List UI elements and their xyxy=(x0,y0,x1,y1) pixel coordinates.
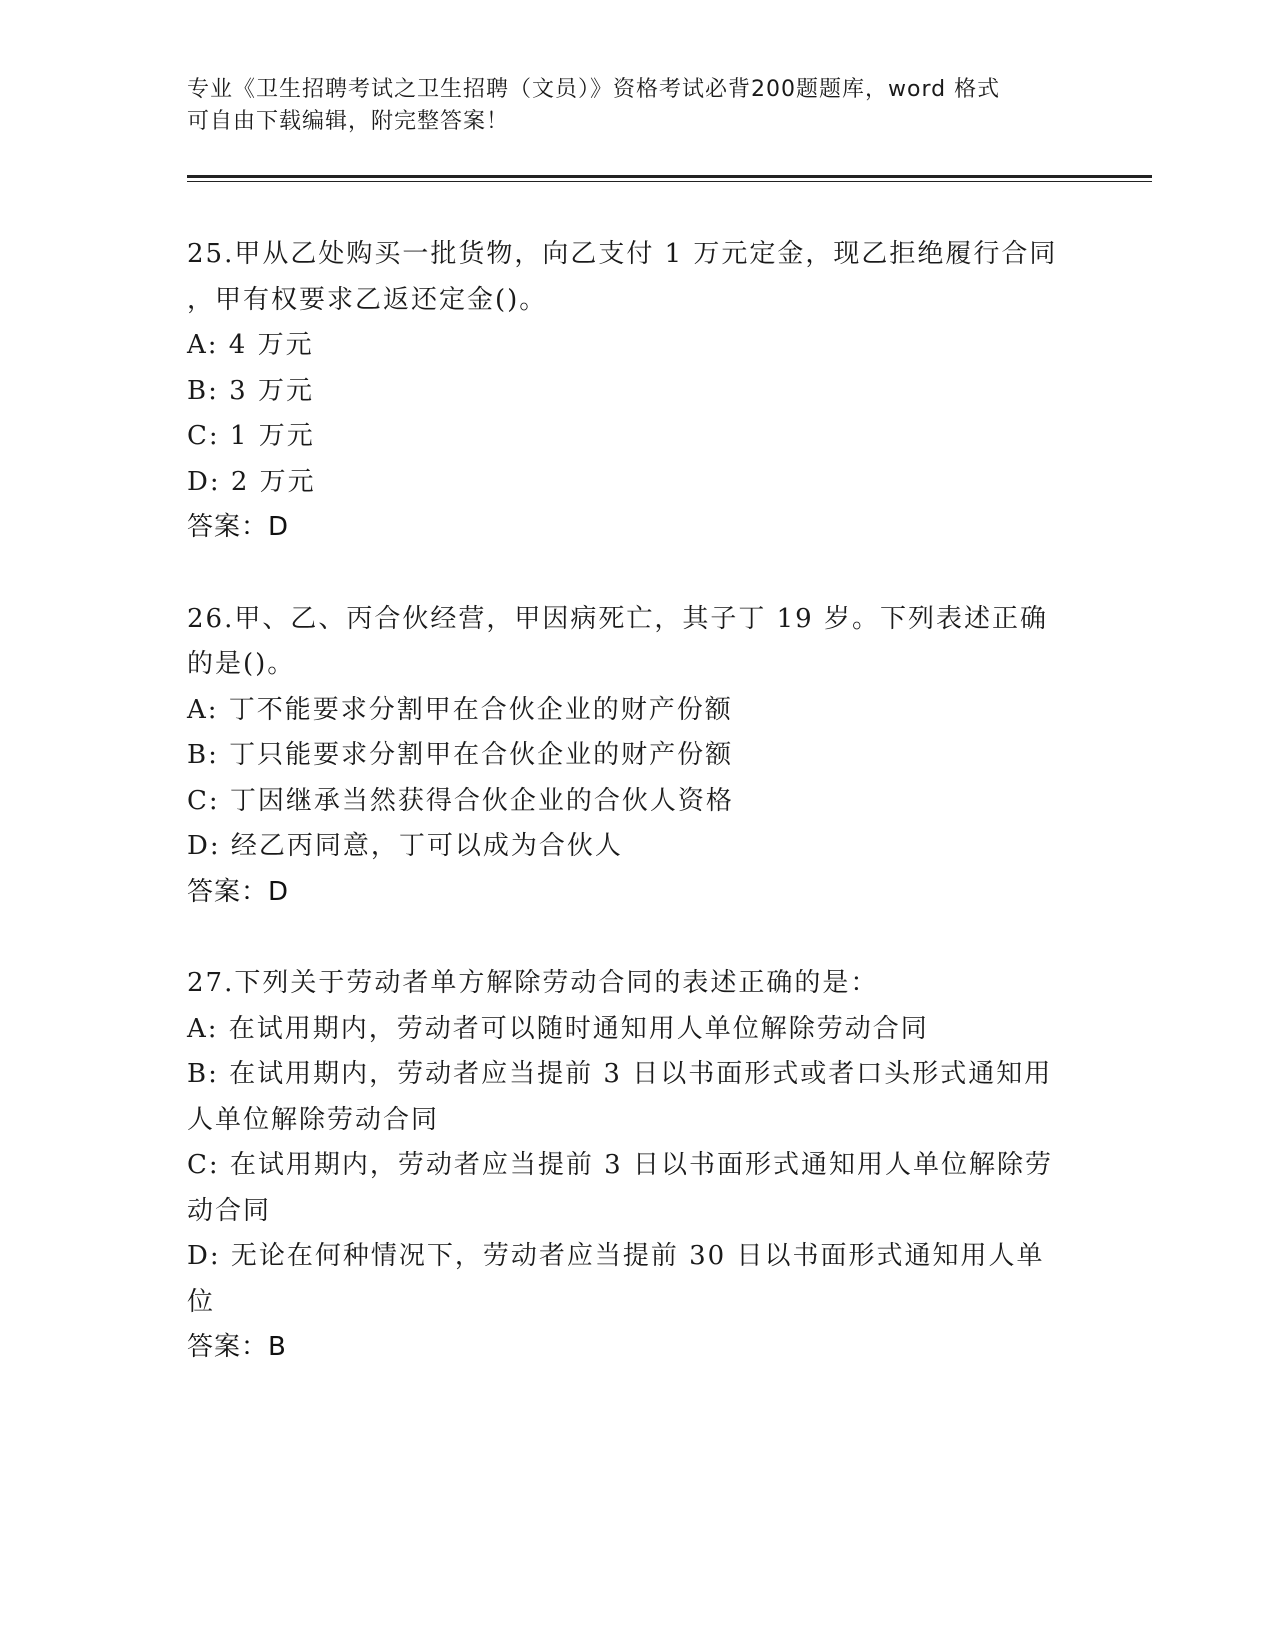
option-b-continued: 人单位解除劳动合同 xyxy=(187,1104,440,1135)
option-d: D: 无论在何种情况下，劳动者应当提前 30 日以书面形式通知用人单 xyxy=(187,1241,1045,1271)
header-line-2: 可自由下载编辑，附完整答案！ xyxy=(187,109,510,134)
question-stem-line: ，甲有权要求乙返还定金()。 xyxy=(187,284,548,315)
option-d-continued: 位 xyxy=(187,1286,216,1317)
option-c: C: 1 万元 xyxy=(187,421,315,451)
question-25 xyxy=(187,232,1077,551)
option-c: C: 丁因继承当然获得合伙企业的合伙人资格 xyxy=(187,785,734,816)
document-header xyxy=(187,74,1067,138)
question-stem-line: 的是()。 xyxy=(187,649,296,679)
option-c-continued: 动合同 xyxy=(187,1195,272,1226)
option-b: B: 3 万元 xyxy=(187,375,314,406)
question-list xyxy=(187,232,1077,1417)
option-b: B: 丁只能要求分割甲在合伙企业的财产份额 xyxy=(187,740,734,770)
question-stem-line: 26.甲、乙、丙合伙经营，甲因病死亡，其子丁 19 岁。下列表述正确 xyxy=(187,603,1048,634)
option-d: D: 经乙丙同意，丁可以成为合伙人 xyxy=(187,831,623,861)
option-a: A: 在试用期内，劳动者可以随时通知用人单位解除劳动合同 xyxy=(187,1013,929,1044)
header-divider-thin xyxy=(187,181,1152,182)
option-c: C: 在试用期内，劳动者应当提前 3 日以书面形式通知用人单位解除劳 xyxy=(187,1150,1053,1180)
header-line-1: 专业《卫生招聘考试之卫生招聘（文员）》资格考试必背200题题库，word 格式 xyxy=(187,77,1001,102)
question-27 xyxy=(187,961,1077,1371)
option-a: A: 4 万元 xyxy=(187,330,314,360)
header-divider-thick xyxy=(187,175,1152,178)
option-a: A: 丁不能要求分割甲在合伙企业的财产份额 xyxy=(187,694,733,725)
question-stem-line: 27.下列关于劳动者单方解除劳动合同的表述正确的是： xyxy=(187,968,879,998)
option-d: D: 2 万元 xyxy=(187,466,316,497)
answer-line: 答案：D xyxy=(187,512,290,542)
question-26 xyxy=(187,597,1077,916)
question-stem-line: 25.甲从乙处购买一批货物，向乙支付 1 万元定金，现乙拒绝履行合同 xyxy=(187,239,1058,269)
answer-line: 答案：B xyxy=(187,1332,287,1362)
option-b: B: 在试用期内，劳动者应当提前 3 日以书面形式或者口头形式通知用 xyxy=(187,1059,1053,1089)
answer-line: 答案：D xyxy=(187,876,290,907)
